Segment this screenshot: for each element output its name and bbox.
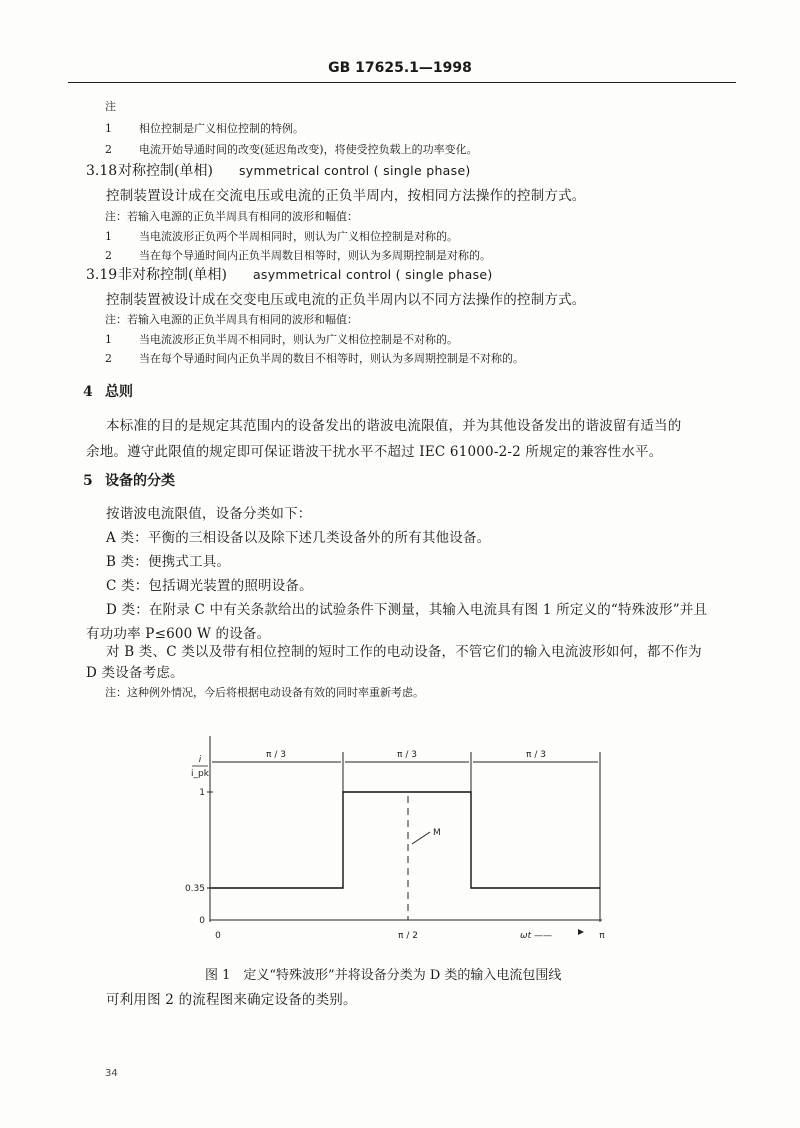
- section-3-18-definition: 控制装置设计成在交流电压或电流的正负半周内，按相同方法操作的控制方式。: [106, 188, 586, 204]
- class-c-text: C 类：包括调光装置的照明设备。: [106, 578, 313, 594]
- standard-header: GB 17625.1—1998: [328, 60, 472, 76]
- note-text: 电流开始导通时间的改变(延迟角改变)，将使受控负载上的功率变化。: [139, 143, 478, 156]
- note-number: 2: [105, 352, 112, 365]
- figure-1-envelope-diagram: [184, 732, 630, 957]
- header-rule: [68, 82, 736, 83]
- y-tick-label: 1: [199, 788, 205, 798]
- x-tick-label: π: [599, 931, 605, 941]
- note-number: 2: [105, 143, 112, 156]
- section-title-en: asymmetrical control ( single phase): [252, 267, 493, 282]
- current-envelope: [210, 792, 600, 888]
- segment-label: π / 3: [266, 750, 286, 760]
- figure-1-caption: 图 1 定义“特殊波形”并将设备分类为 D 类的输入电流包围线: [205, 968, 562, 983]
- note-item: [105, 350, 524, 366]
- note-text: 当在每个导通时间内正负半周的数目不相等时，则认为多周期控制是不对称的。: [139, 352, 524, 365]
- section-3-18-note-intro: 注：若输入电源的正负半周具有相同的波形和幅值：: [105, 210, 358, 223]
- x-tick-label: 0: [215, 931, 221, 941]
- class-d-text-line: D 类：在附录 C 中有关条款给出的试验条件下测量，其输入电流具有图 1 所定义的“特殊波形”并且: [106, 602, 708, 618]
- notes-label: 注: [105, 100, 116, 113]
- section-3-19-definition: 控制装置被设计成在交变电压或电流的正负半周内以不同方法操作的控制方式。: [106, 292, 586, 308]
- note-text: 当电流波形正负半周不相同时，则认为广义相位控制是不对称的。: [139, 333, 458, 346]
- marker-leader: [412, 832, 430, 844]
- section-4-paragraph-line: 本标准的目的是规定其范围内的设备发出的谐波电流限值，并为其他设备发出的谐波留有适当的: [106, 418, 682, 434]
- section-number: 5: [83, 473, 93, 489]
- section-3-19-note-intro: 注：若输入电源的正负半周具有相同的波形和幅值：: [105, 313, 358, 326]
- segment-label: π / 3: [526, 750, 546, 760]
- section-4-paragraph-line: 余地。遵守此限值的规定即可保证谐波干扰水平不超过 IEC 61000-2-2 所规定的兼容性水平。: [86, 444, 663, 460]
- segment-label: π / 3: [397, 750, 417, 760]
- page-number: 34: [105, 1068, 118, 1079]
- section-3-18-heading: [86, 160, 471, 180]
- class-d-text-line: 有功功率 P≤600 W 的设备。: [86, 626, 271, 642]
- note-text: 相位控制是广义相位控制的特例。: [139, 122, 304, 135]
- y-tick-label: 0: [199, 916, 205, 926]
- note-number: 2: [105, 249, 112, 262]
- note-number: 1: [105, 333, 112, 346]
- note-item: [105, 247, 491, 263]
- section-5-note: 注：这种例外情况，今后将根据电动设备有效的同时率重新考虑。: [105, 686, 424, 699]
- section-number: 4: [83, 384, 93, 400]
- note-number: 1: [105, 122, 112, 135]
- section-4-heading: [83, 381, 133, 401]
- flowchart-reference: 可利用图 2 的流程图来确定设备的类别。: [106, 992, 357, 1008]
- section-title-cn: 非对称控制(单相): [118, 267, 227, 283]
- note-item: [105, 141, 478, 157]
- section-number: 3.18: [86, 163, 118, 179]
- marker-label: M: [433, 828, 441, 838]
- y-label-numerator: i: [198, 755, 202, 765]
- x-axis-label: ωt ——: [520, 931, 552, 941]
- exception-text-line: 对 B 类、C 类以及带有相位控制的短时工作的电动设备，不管它们的输入电流波形如何，都不作为: [106, 644, 702, 660]
- note-item: [105, 331, 458, 347]
- section-number: 3.19: [86, 267, 118, 283]
- note-text: 当在每个导通时间内正负半周数目相等时，则认为多周期控制是对称的。: [139, 249, 491, 262]
- x-tick-label: π / 2: [398, 931, 418, 941]
- note-text: 当电流波形正负两个半周相同时，则认为广义相位控制是对称的。: [139, 230, 458, 243]
- y-tick-label: 0.35: [184, 884, 205, 894]
- section-title-cn: 对称控制(单相): [118, 163, 213, 179]
- exception-text-line: D 类设备考虑。: [86, 665, 184, 681]
- note-number: 1: [105, 230, 112, 243]
- section-5-intro: 按谐波电流限值，设备分类如下：: [106, 506, 312, 522]
- note-item: [105, 228, 458, 244]
- section-title-en: symmetrical control ( single phase): [238, 163, 471, 178]
- x-axis-arrowhead: [578, 929, 584, 935]
- section-5-heading: [83, 470, 175, 490]
- note-item: [105, 120, 304, 136]
- section-title: 设备的分类: [105, 473, 175, 489]
- section-title: 总则: [105, 384, 133, 400]
- class-b-text: B 类：便携式工具。: [106, 554, 231, 570]
- y-label-denominator: i_pk: [191, 769, 209, 779]
- section-3-19-heading: [86, 264, 493, 284]
- class-a-text: A 类：平衡的三相设备以及除下述几类设备外的所有其他设备。: [106, 530, 491, 546]
